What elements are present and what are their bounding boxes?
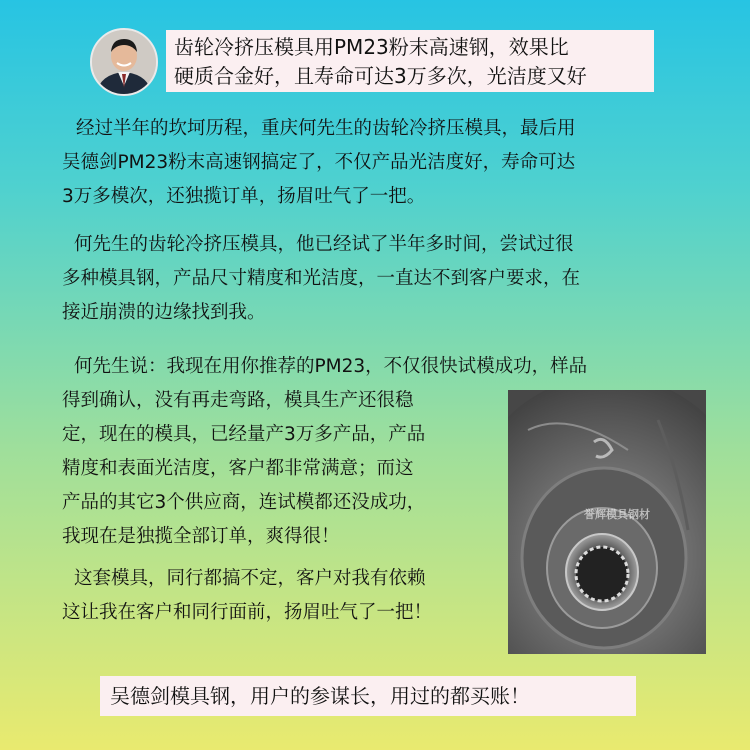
paragraph-3-line-2: 得到确认，没有再走弯路，模具生产还很稳 [62, 390, 414, 411]
paragraph-1-line-3: 3万多模次，还独揽订单，扬眉吐气了一把。 [62, 186, 426, 207]
headline-line-2: 硬质合金好，且寿命可达3万多次，光洁度又好 [174, 64, 587, 88]
paragraph-4 [62, 562, 432, 630]
paragraph-4-line-2: 这让我在客户和同行面前，扬眉吐气了一把！ [62, 602, 433, 623]
headline-box [166, 30, 654, 92]
paragraph-2-line-1: 何先生的齿轮冷挤压模具，他已经试了半年多时间，尝试过很 [74, 234, 574, 255]
paragraph-2-line-3: 接近崩溃的边缘找到我。 [62, 302, 266, 323]
die-photo [508, 390, 706, 654]
paragraph-1-line-1: 经过半年的坎坷历程，重庆何先生的齿轮冷挤压模具，最后用 [76, 118, 576, 139]
slogan-box [100, 676, 636, 716]
paragraph-1 [62, 112, 576, 214]
paragraph-3-line-4: 精度和表面光洁度，客户都非常满意；而这 [62, 458, 414, 479]
paragraph-4-line-1: 这套模具，同行都搞不定，客户对我有依赖 [74, 568, 426, 589]
slogan-text: 吴德剑模具钢，用户的参谋长，用过的都买账！ [110, 684, 530, 708]
headline-line-1: 齿轮冷挤压模具用PM23粉末高速钢，效果比 [174, 35, 569, 59]
author-avatar [90, 28, 158, 96]
paragraph-2-line-2: 多种模具钢，产品尺寸精度和光洁度，一直达不到客户要求，在 [62, 268, 581, 289]
paragraph-3-line-3: 定，现在的模具，已经量产3万多产品，产品 [62, 424, 426, 445]
paragraph-3-line-5: 产品的其它3个供应商，连试模都还没成功， [62, 492, 426, 513]
paragraph-2 [62, 228, 580, 330]
photo-watermark: 誉辉模具钢材 [584, 508, 650, 521]
paragraph-3-line-1: 何先生说：我现在用你推荐的PM23，不仅很快试模成功，样品 [74, 356, 588, 377]
paragraph-3-line-6: 我现在是独揽全部订单，爽得很！ [62, 526, 340, 547]
paragraph-1-line-2: 吴德剑PM23粉末高速钢搞定了，不仅产品光洁度好，寿命可达 [62, 152, 576, 173]
